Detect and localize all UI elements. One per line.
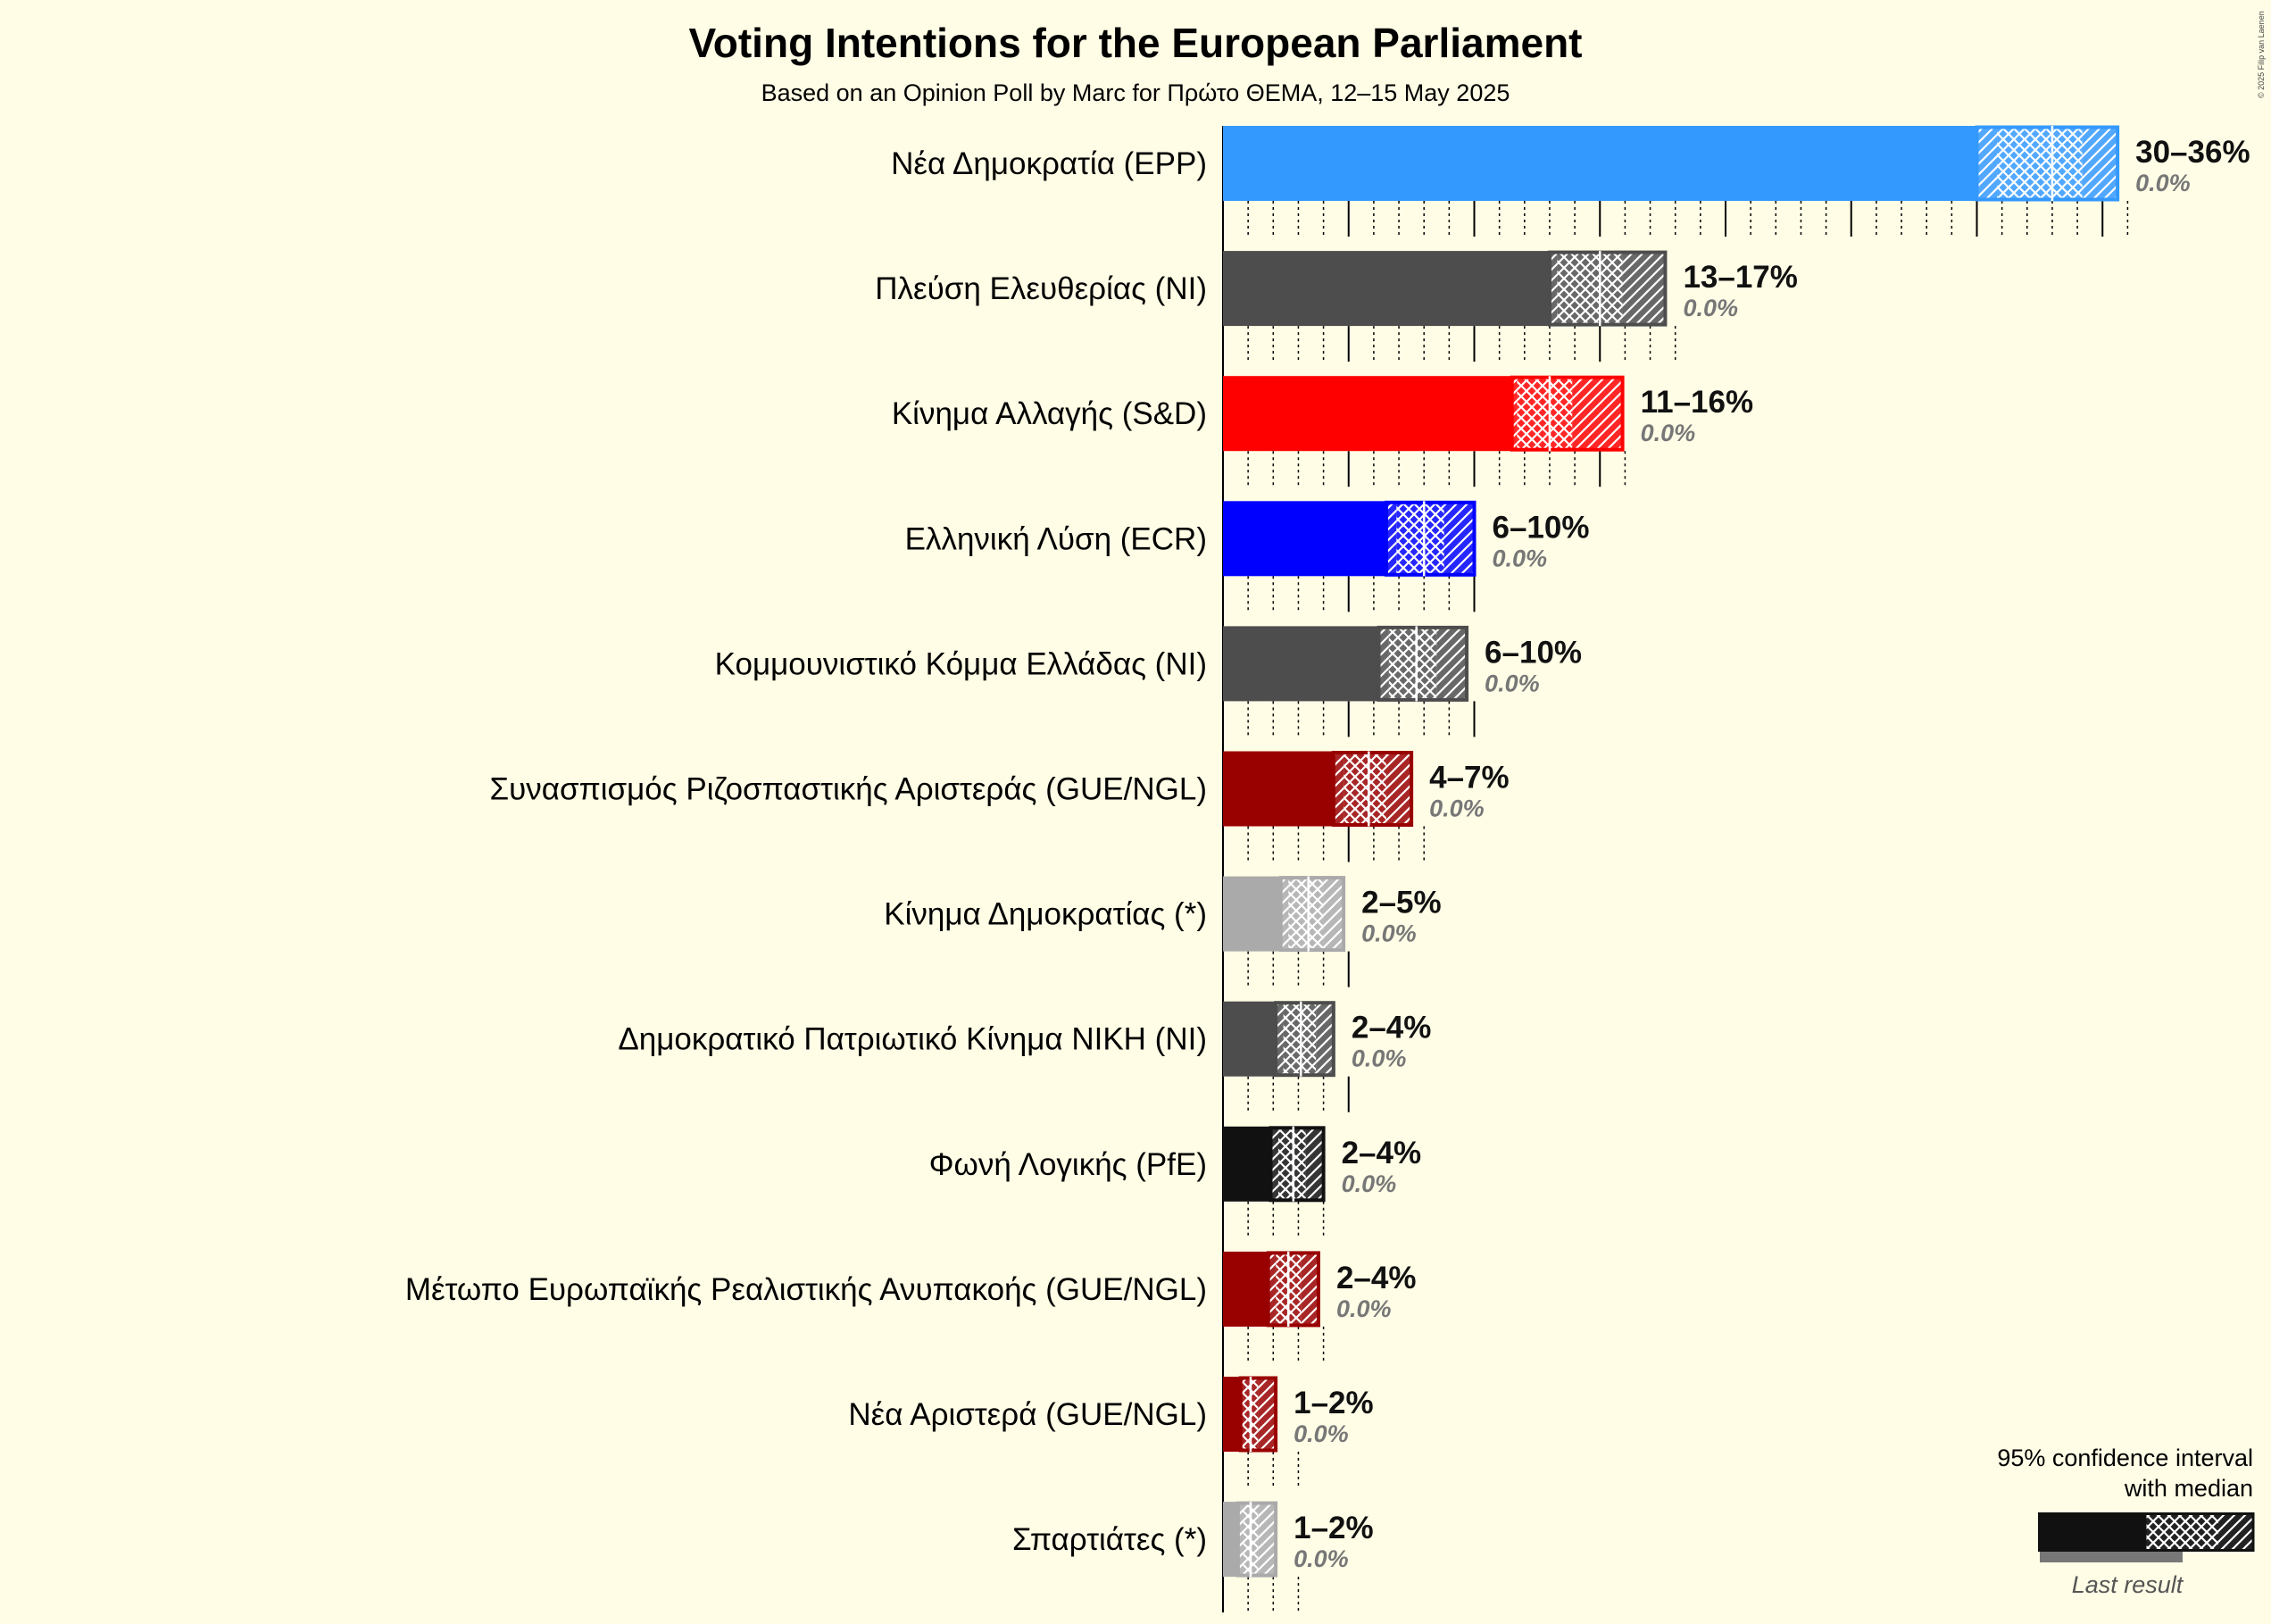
bar-solid	[1223, 1252, 1269, 1327]
bar-solid	[1223, 126, 1977, 201]
party-row	[715, 626, 1582, 701]
bar-ci-inner-hatch	[1396, 501, 1443, 576]
last-result-label: 0.0%	[1429, 795, 1485, 822]
range-label: 2–4%	[1351, 1010, 1432, 1045]
bar-ci-outer-hatch	[1316, 1002, 1334, 1077]
legend-solid	[2038, 1512, 2145, 1552]
bar-ci-inner-hatch	[1557, 251, 1622, 326]
last-result-label: 0.0%	[1351, 1045, 1407, 1072]
party-row	[875, 251, 1798, 326]
last-result-label: 0.0%	[1294, 1420, 1349, 1447]
party-label: Κίνημα Δημοκρατίας (*)	[884, 896, 1207, 932]
party-row	[490, 752, 1510, 827]
bar-ci-inner-hatch	[1284, 1002, 1317, 1077]
party-label: Σπαρτιάτες (*)	[1011, 1522, 1207, 1558]
party-label: Κομμουνιστικό Κόμμα Ελλάδας (NI)	[714, 646, 1207, 682]
party-row	[929, 1127, 1422, 1202]
bar-ci-outer-hatch	[1258, 1502, 1276, 1577]
last-result-label: 0.0%	[1361, 920, 1417, 947]
range-label: 2–5%	[1361, 885, 1442, 920]
bar-solid	[1223, 1127, 1270, 1202]
legend-ci-outer-hatch	[2218, 1512, 2253, 1552]
party-label: Ελληνική Λύση (ECR)	[904, 521, 1207, 557]
party-row	[618, 1002, 1431, 1077]
range-label: 2–4%	[1335, 1260, 1417, 1295]
bar-ci-outer-hatch	[1258, 1377, 1276, 1452]
bar-solid	[1223, 1002, 1276, 1077]
bar-ci-inner-hatch	[1389, 626, 1436, 701]
party-label: Φωνή Λογικής (PfE)	[928, 1146, 1207, 1182]
bars	[405, 126, 2250, 1577]
party-label: Νέα Δημοκρατία (EPP)	[891, 146, 1207, 181]
range-label: 11–16%	[1640, 385, 1754, 421]
bar-ci-inner-hatch	[1997, 126, 2083, 201]
bar-solid	[1223, 752, 1334, 827]
bar-solid	[1223, 251, 1550, 326]
bar-solid	[1223, 1377, 1241, 1452]
bar-ci-lower-hatch	[1977, 126, 1998, 201]
party-label: Δημοκρατικό Πατριωτικό Κίνημα ΝΙΚΗ (NI)	[618, 1021, 1207, 1057]
legend-last-label: Last result	[2071, 1571, 2184, 1598]
bar-ci-outer-hatch	[1386, 752, 1411, 827]
party-row	[905, 501, 1590, 576]
bar-ci-outer-hatch	[1301, 1252, 1319, 1327]
party-row	[848, 1377, 1373, 1452]
last-result-label: 0.0%	[1485, 670, 1540, 697]
bar-ci-outer-hatch	[1444, 501, 1475, 576]
party-row	[891, 126, 2250, 201]
last-result-label: 0.0%	[1335, 1295, 1392, 1322]
party-label: Κίνημα Αλλαγής (S&D)	[891, 396, 1207, 432]
last-result-label: 0.0%	[1492, 545, 1548, 572]
bar-solid	[1223, 1502, 1238, 1577]
bar-ci-outer-hatch	[1436, 626, 1467, 701]
party-row	[884, 877, 1441, 952]
chart-subtitle: Based on an Opinion Poll by Marc for Πρώτο ΘΕΜΑ, 12–15 May 2025	[761, 79, 1510, 106]
range-label: 1–2%	[1294, 1386, 1374, 1420]
last-result-label: 0.0%	[1341, 1170, 1397, 1197]
bar-solid	[1223, 626, 1379, 701]
party-row	[405, 1252, 1417, 1327]
range-label: 1–2%	[1294, 1511, 1374, 1546]
range-label: 2–4%	[1341, 1135, 1422, 1170]
last-result-label: 0.0%	[1683, 295, 1738, 322]
party-label: Πλεύση Ελευθερίας (NI)	[875, 271, 1207, 307]
bar-solid	[1223, 877, 1281, 952]
bar-solid	[1223, 501, 1386, 576]
bar-ci-outer-hatch	[1306, 1127, 1324, 1202]
legend-last-bar	[2040, 1552, 2183, 1562]
bar-ci-inner-hatch	[1278, 1127, 1306, 1202]
bar-ci-outer-hatch	[1324, 877, 1344, 952]
bar-ci-inner-hatch	[1517, 376, 1572, 451]
party-label: Συνασπισμός Ριζοσπαστικής Αριστεράς (GUE/NGL)	[489, 771, 1207, 807]
legend-line-1: 95% confidence interval	[1997, 1445, 2253, 1471]
range-label: 13–17%	[1683, 260, 1798, 296]
bar-ci-inner-hatch	[1288, 877, 1323, 952]
legend	[1997, 1445, 2253, 1598]
range-label: 30–36%	[2135, 135, 2250, 170]
bar-ci-inner-hatch	[1343, 752, 1386, 827]
bar-ci-outer-hatch	[2083, 126, 2117, 201]
legend-line-2: with median	[2124, 1475, 2253, 1502]
range-label: 6–10%	[1492, 510, 1590, 545]
chart-title: Voting Intentions for the European Parliament	[688, 20, 1583, 66]
bar-solid	[1223, 376, 1512, 451]
last-result-label: 0.0%	[2135, 170, 2191, 196]
party-row	[892, 376, 1753, 451]
party-label: Νέα Αριστερά (GUE/NGL)	[848, 1397, 1207, 1432]
bar-ci-outer-hatch	[1572, 376, 1622, 451]
range-label: 6–10%	[1485, 635, 1583, 670]
party-row	[1012, 1502, 1374, 1577]
last-result-label: 0.0%	[1640, 420, 1696, 447]
last-result-label: 0.0%	[1294, 1545, 1349, 1573]
range-label: 4–7%	[1429, 760, 1510, 795]
party-label: Μέτωπο Ευρωπαϊκής Ρεαλιστικής Ανυπακοής (GUE/NGL)	[404, 1271, 1207, 1307]
copyright-note: © 2025 Filip van Laenen	[2257, 11, 2266, 98]
legend-ci-inner-hatch	[2145, 1512, 2218, 1552]
bar-ci-outer-hatch	[1623, 251, 1666, 326]
